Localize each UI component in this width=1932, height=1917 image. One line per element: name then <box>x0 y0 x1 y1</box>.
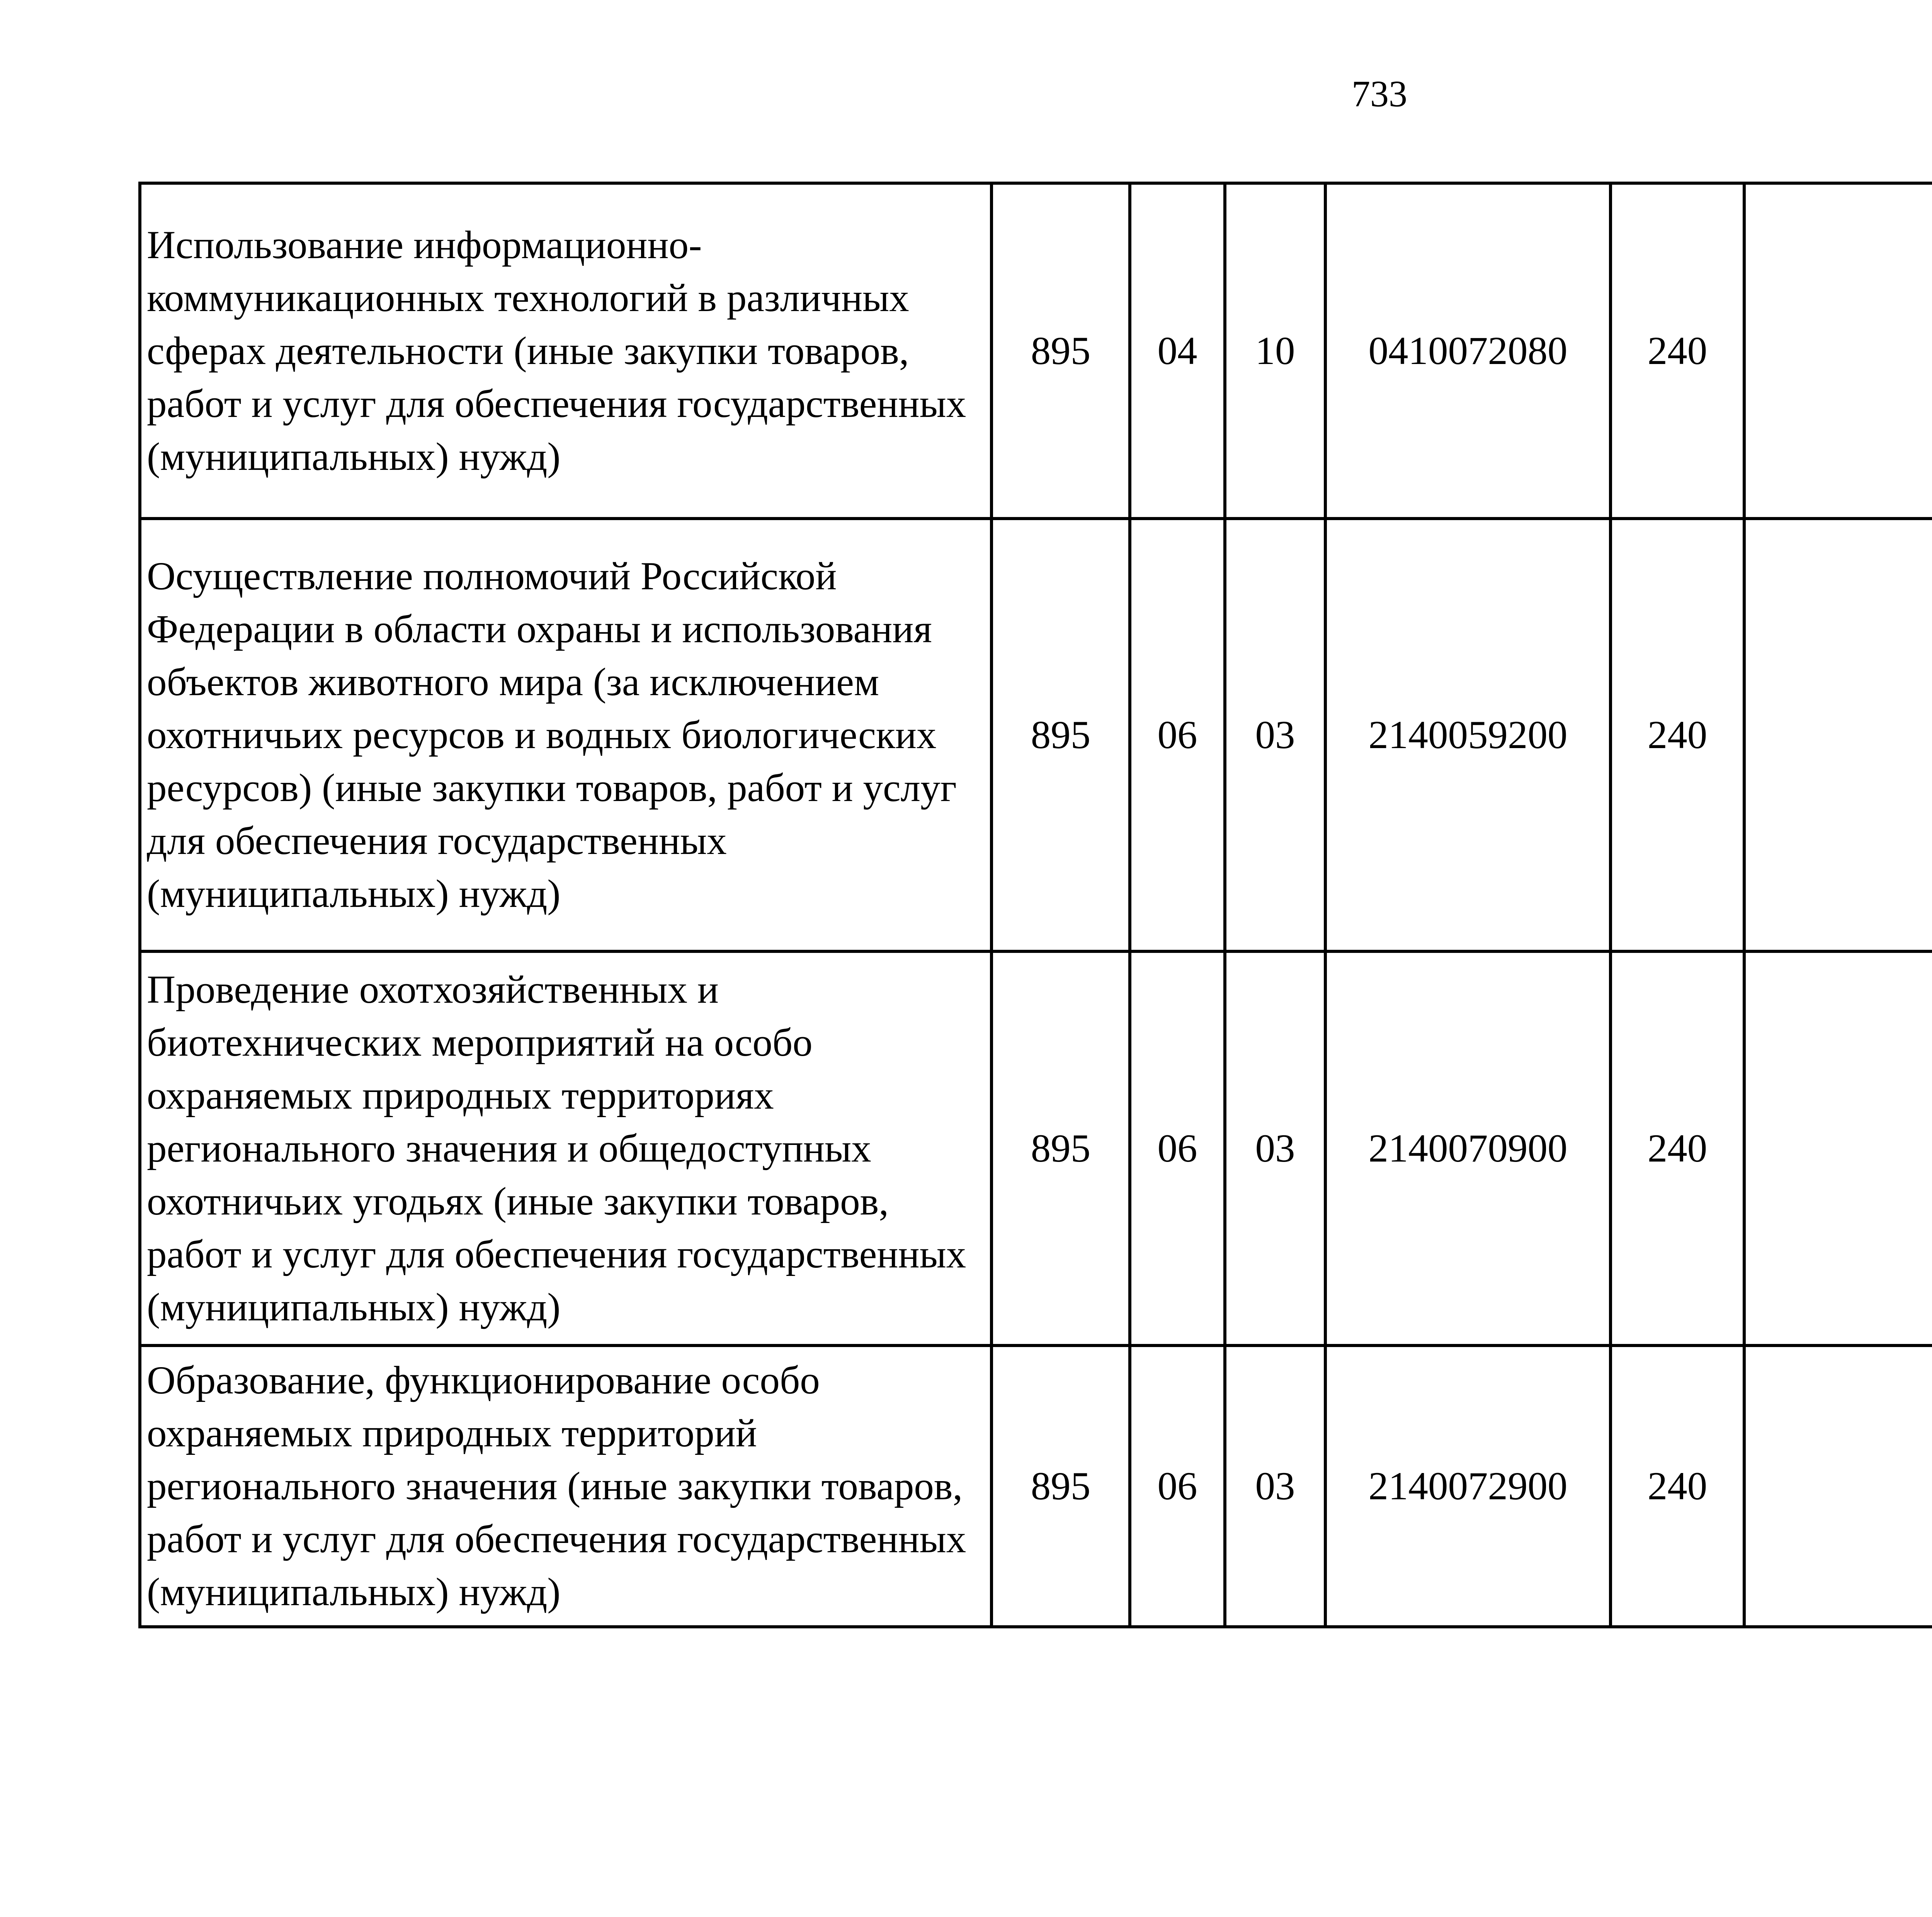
budget-table <box>138 182 1932 1628</box>
row-description: Осуществление полномочий Российской Федерации в области охраны и использования объектов животного мира (за исключением охотничьих ресурсов и водных биологических ресурсов) (иные закупки товаров, работ и услуг для обеспечения государственных (муниципальных) нужд) <box>140 519 992 951</box>
row-description: Проведение охотхозяйственных и биотехнических мероприятий на особо охраняемых природных территориях регионального значения и общедоступных охотничьих угодьях (иные закупки товаров, работ и услуг для обеспечения государственных (муниципальных) нужд) <box>140 951 992 1345</box>
row-description: Использование информационно-коммуникационных технологий в различных сферах деятельности (иные закупки товаров, работ и услуг для обеспечения государственных (муниципальных) нужд) <box>140 183 992 519</box>
section-code: 06 <box>1130 519 1225 951</box>
section-code: 06 <box>1130 1345 1225 1627</box>
target-article-code: 2140072900 <box>1325 1345 1611 1627</box>
ministry-code: 895 <box>992 1345 1130 1627</box>
table-row <box>140 951 1932 1345</box>
expense-type-code: 240 <box>1611 951 1744 1345</box>
amount-1 <box>1744 519 1932 951</box>
subsection-code: 03 <box>1225 951 1325 1345</box>
expense-type-code: 240 <box>1611 183 1744 519</box>
section-code: 04 <box>1130 183 1225 519</box>
target-article-code: 2140059200 <box>1325 519 1611 951</box>
amount-1 <box>1744 951 1932 1345</box>
table-row <box>140 1345 1932 1627</box>
expense-type-code: 240 <box>1611 1345 1744 1627</box>
subsection-code: 03 <box>1225 519 1325 951</box>
subsection-code: 03 <box>1225 1345 1325 1627</box>
subsection-code: 10 <box>1225 183 1325 519</box>
expense-type-code: 240 <box>1611 519 1744 951</box>
ministry-code: 895 <box>992 183 1130 519</box>
page-number: 733 <box>1352 73 1407 114</box>
amount-1 <box>1744 1345 1932 1627</box>
ministry-code: 895 <box>992 951 1130 1345</box>
table-row <box>140 519 1932 951</box>
target-article-code: 2140070900 <box>1325 951 1611 1345</box>
ministry-code: 895 <box>992 519 1130 951</box>
table-row <box>140 183 1932 519</box>
amount-1 <box>1744 183 1932 519</box>
target-article-code: 0410072080 <box>1325 183 1611 519</box>
section-code: 06 <box>1130 951 1225 1345</box>
row-description: Образование, функционирование особо охраняемых природных территорий регионального значения (иные закупки товаров, работ и услуг для обеспечения государственных (муниципальных) нужд) <box>140 1345 992 1627</box>
